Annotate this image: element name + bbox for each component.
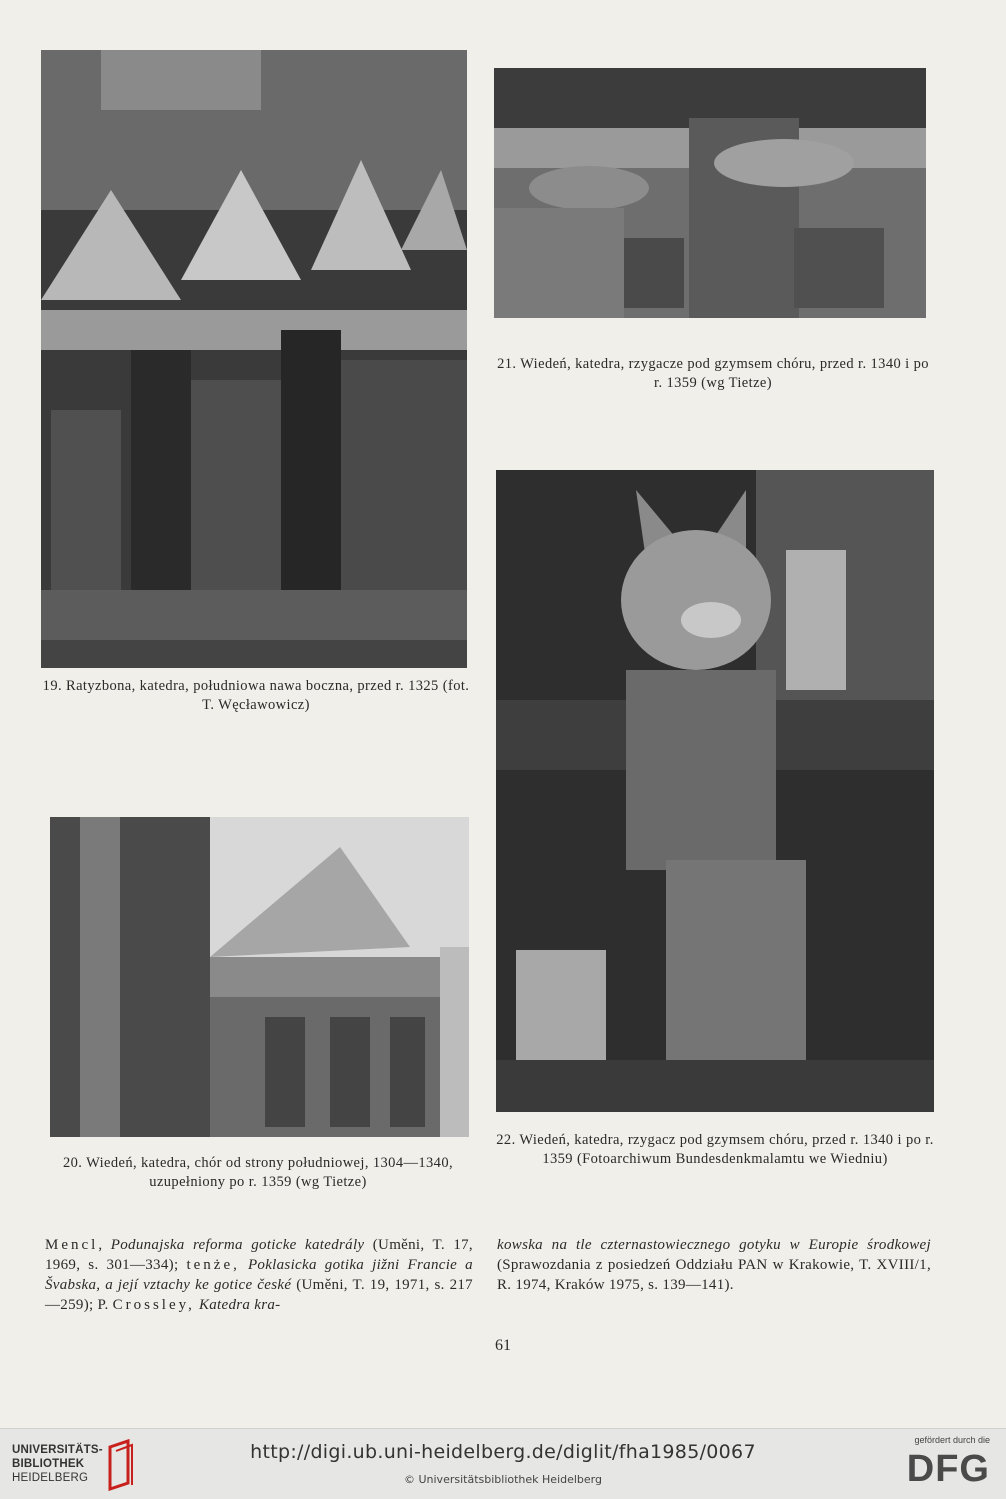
bibliography-text-left: Mencl, Podunajska reforma goticke katedrály (Uměni, T. 17, 1969, s. 301—334); tenże, Poklasicka gotika jižni Francie a Švabska, a její vztachy ke gotice české (Uměni, T. 19, 1971, s. 217—259); P. Crossley, Katedra kra-: [45, 1237, 473, 1313]
source-url-link[interactable]: http://digi.ub.uni-heidelberg.de/diglit/fha1985/0067: [250, 1441, 756, 1463]
figure-21-photo: [494, 68, 926, 318]
author-crossley: Crossley,: [112, 1297, 195, 1313]
page-number: 61: [495, 1337, 511, 1354]
figure-21-caption: 21. Wiedeń, katedra, rzygacze pod gzymsem chóru, przed r. 1340 i po r. 1359 (wg Tietze): [497, 356, 929, 391]
author-mencl: Mencl: [45, 1237, 99, 1253]
pub-sprawozdania: (Sprawozdania z posiedzeń Oddziału PAN w Krakowie, T. XVIII/1, R. 1974, Kraków 1975, s. 139—141).: [497, 1257, 931, 1293]
figure-19-photo: [41, 50, 467, 668]
dfg-logo: DFG: [906, 1448, 990, 1490]
bibliography-text-right: [497, 1235, 931, 1295]
pub-umeni-19: (Uměni, T. 19, 1971, s. 217—259); P.: [45, 1277, 473, 1313]
figure-22-caption: 22. Wiedeń, katedra, rzygacz pod gzymsem chóru, przed r. 1340 i po r. 1359 (Fotoarchiwum Bundesdenkmalamtu we Wiedniu): [496, 1132, 934, 1167]
copyright-text: © Universitätsbibliothek Heidelberg: [403, 1473, 602, 1486]
funding-label: gefördert durch die: [914, 1435, 990, 1445]
library-line-2: BIBLIOTHEK: [12, 1458, 85, 1470]
author-tenze: tenże,: [186, 1257, 240, 1273]
figure-22-photo: [496, 470, 934, 1112]
title-podunajska: Podunajska reforma goticke katedrály: [110, 1237, 365, 1253]
figure-20-photo: [50, 817, 469, 1137]
footer-bar: [0, 1428, 1006, 1499]
pub-umeni-17: (Uměni, T. 17, 1969, s. 301—334);: [45, 1237, 473, 1273]
figure-20-caption: 20. Wiedeń, katedra, chór od strony południowej, 1304—1340, uzupełniony po r. 1359 (wg Tietze): [62, 1155, 453, 1190]
library-line-1: UNIVERSITÄTS-: [12, 1444, 103, 1456]
title-katedra: Katedra kra-: [198, 1297, 281, 1313]
title-poklasicka: Poklasicka gotika jižni Francie a Švabska, a její vztachy ke gotice české: [45, 1257, 473, 1293]
library-line-3: HEIDELBERG: [12, 1472, 89, 1484]
figure-19-caption: 19. Ratyzbona, katedra, południowa nawa boczna, przed r. 1325 (fot. T. Węcławowicz): [42, 678, 470, 713]
title-katedra-cont: kowska na tle czternastowiecznego gotyku w Europie środkowej: [497, 1237, 931, 1253]
